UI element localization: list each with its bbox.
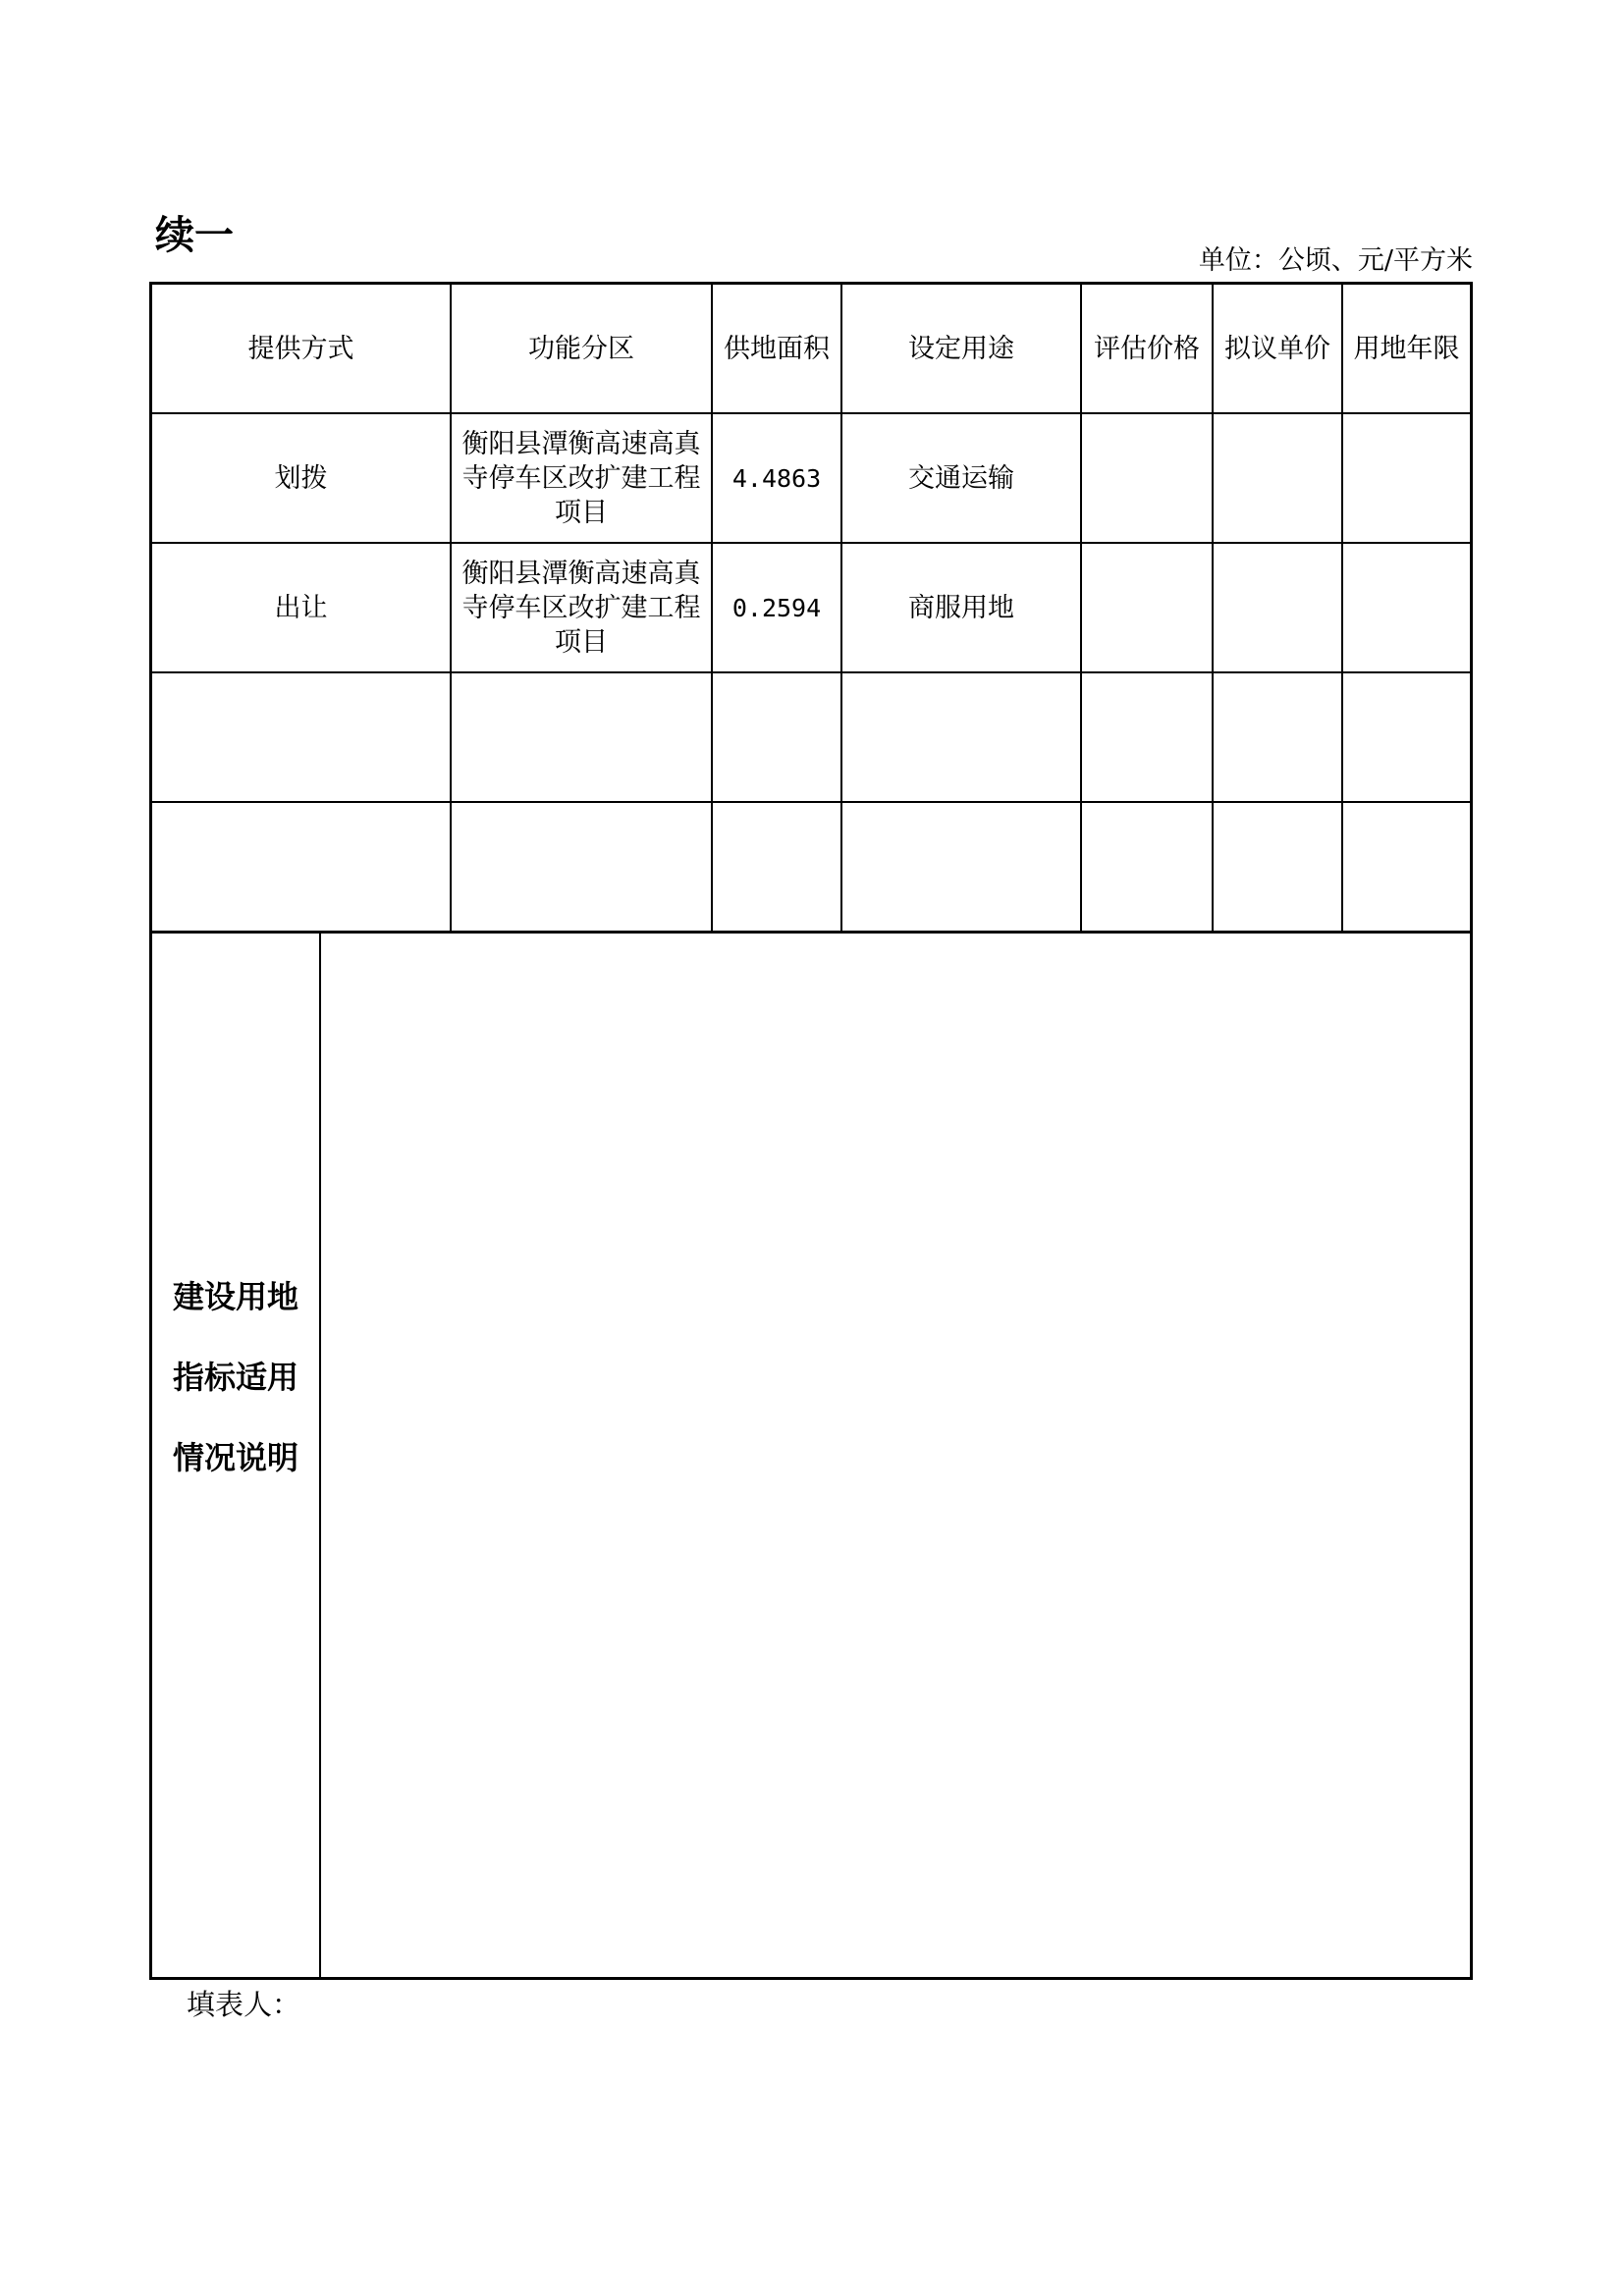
table-cell	[713, 673, 840, 801]
table-cell	[152, 803, 450, 931]
header-supply-area: 供地面积	[724, 333, 830, 364]
note-label-line-2: 指标适用	[172, 1359, 298, 1396]
table-cell	[1343, 803, 1470, 931]
header-designated-use: 设定用途	[908, 333, 1014, 364]
table-cell: 商服用地	[908, 592, 1014, 623]
header-proposed-unit-price: 拟议单价	[1224, 333, 1330, 364]
table-cell: 出让	[274, 592, 328, 623]
table-cell: 4.4863	[731, 463, 822, 493]
table-cell	[713, 803, 840, 931]
note-label-line-1: 建设用地	[172, 1278, 298, 1315]
filler-label: 填表人：	[187, 1988, 301, 2021]
table-cell: 0.2594	[731, 593, 822, 622]
unit-note: 单位：公顷、元/平方米	[1198, 245, 1473, 276]
header-assessed-price: 评估价格	[1094, 333, 1200, 364]
header-functional-zone: 功能分区	[528, 333, 634, 364]
table-cell	[842, 673, 1080, 801]
table-cell	[1343, 414, 1470, 542]
table-cell	[1214, 414, 1341, 542]
note-label-line-3: 情况说明	[172, 1439, 298, 1476]
table-cell	[1082, 673, 1212, 801]
table-cell	[1343, 673, 1470, 801]
table-cell: 衡阳县潭衡高速高真寺停车区改扩建工程项目	[461, 558, 701, 658]
table-cell	[1214, 673, 1341, 801]
table-cell	[452, 803, 711, 931]
table-cell	[1082, 544, 1212, 671]
note-content-area[interactable]	[321, 934, 1470, 1977]
table-cell: 划拨	[274, 462, 328, 494]
table-cell	[452, 673, 711, 801]
land-supply-table	[149, 282, 1473, 1980]
header-supply-method: 提供方式	[247, 333, 354, 364]
table-cell: 衡阳县潭衡高速高真寺停车区改扩建工程项目	[461, 428, 701, 528]
table-cell	[1082, 414, 1212, 542]
header-land-use-term: 用地年限	[1353, 333, 1460, 364]
table-cell	[1214, 544, 1341, 671]
table-cell	[1343, 544, 1470, 671]
table-cell	[1082, 803, 1212, 931]
table-cell	[1214, 803, 1341, 931]
table-cell	[152, 673, 450, 801]
table-cell	[842, 803, 1080, 931]
table-cell: 交通运输	[908, 462, 1014, 494]
document-title: 续一	[155, 213, 234, 258]
